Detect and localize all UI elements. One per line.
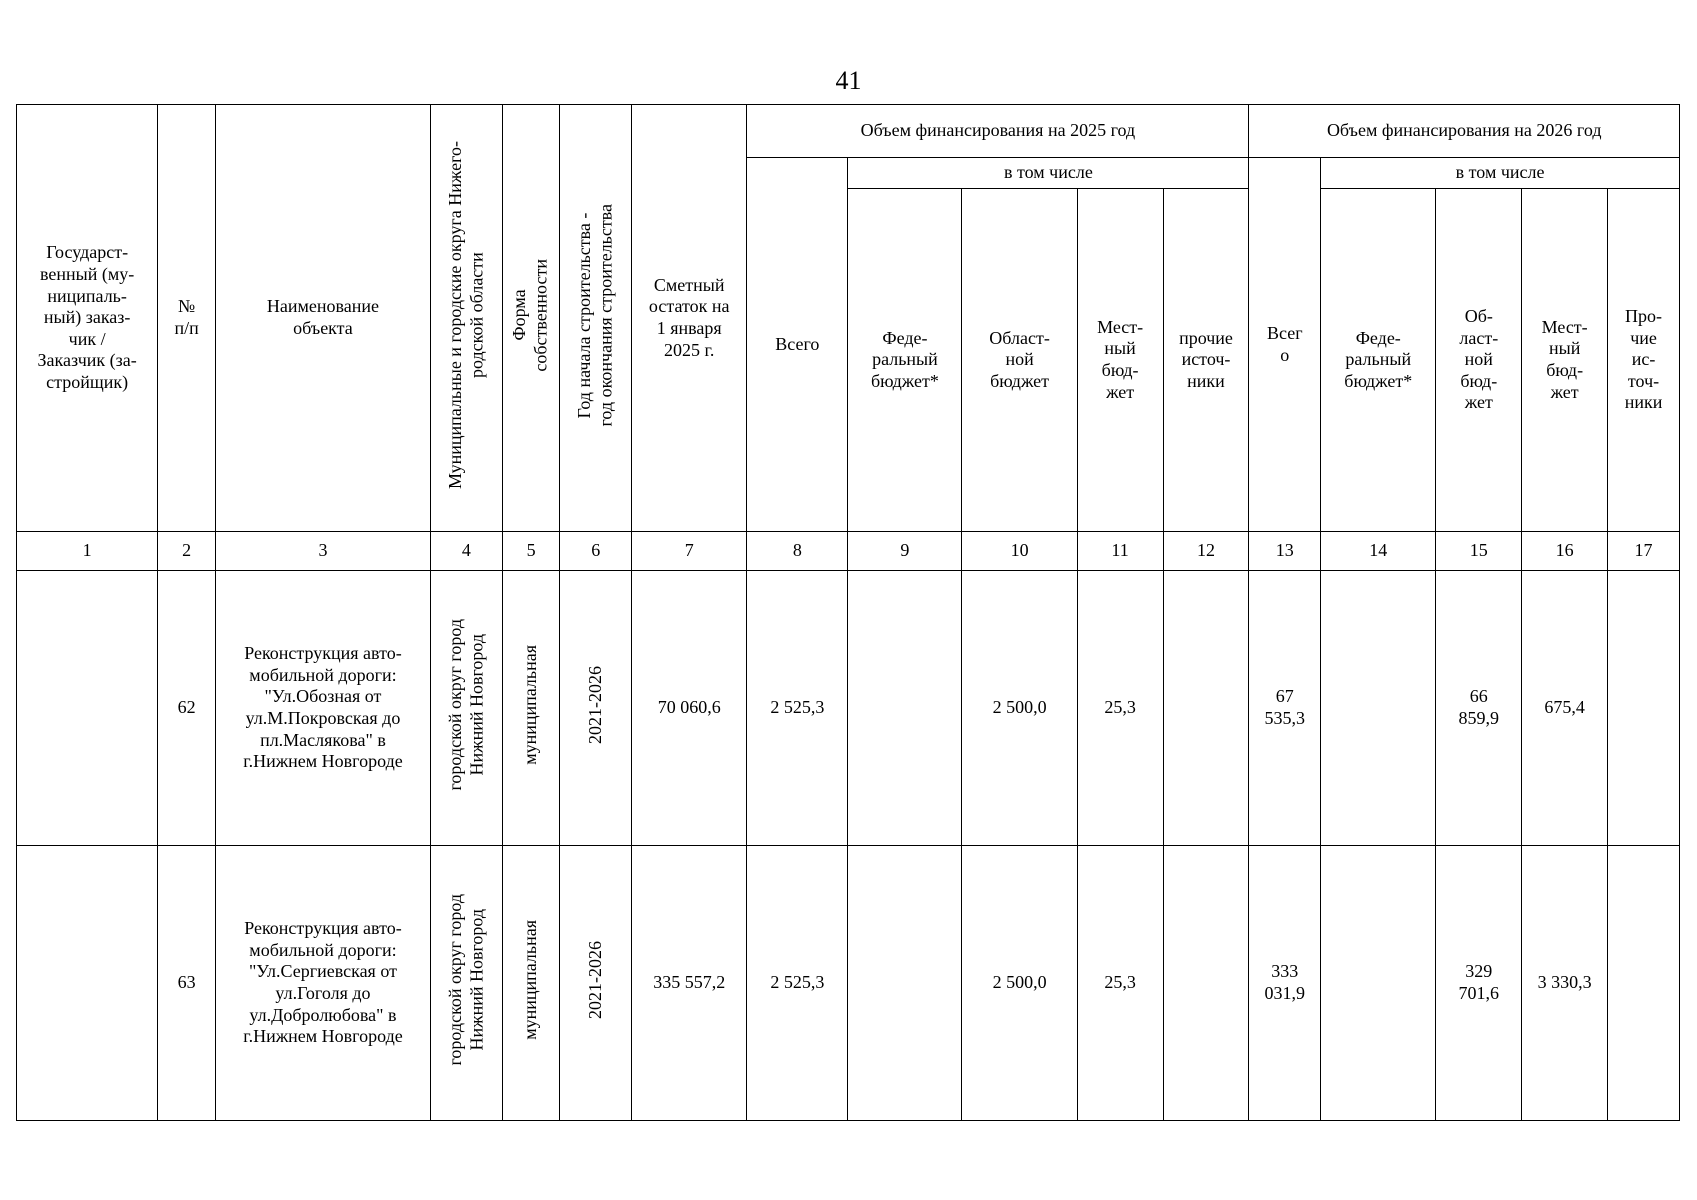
header-federal-2025: Феде- ральный бюджет* — [848, 189, 962, 532]
other-2025-cell — [1163, 571, 1249, 846]
header-other-2025: прочие источ- ники — [1163, 189, 1249, 532]
column-number: 10 — [962, 532, 1077, 571]
federal-2025-cell — [848, 571, 962, 846]
header-regional-2026: Об- ласт- ной бюд- жет — [1436, 189, 1522, 532]
years-cell: 2021-2026 — [560, 571, 632, 846]
column-number: 4 — [431, 532, 503, 571]
column-number: 16 — [1522, 532, 1608, 571]
header-estimate-remainder: Сметный остаток на 1 января 2025 г. — [632, 105, 747, 532]
row-number-cell: 63 — [158, 846, 216, 1121]
column-number: 3 — [215, 532, 430, 571]
header-total-2025: Всего — [747, 158, 848, 532]
header-customer: Государст- венный (му- ниципаль- ный) заказ- чик / Заказчик (за- стройщик) — [17, 105, 158, 532]
header-local-2026: Мест- ный бюд- жет — [1522, 189, 1608, 532]
header-total-2026: Всег о — [1249, 158, 1321, 532]
column-number: 14 — [1321, 532, 1436, 571]
other-2026-cell — [1608, 846, 1680, 1121]
header-local-2025: Мест- ный бюд- жет — [1077, 189, 1163, 532]
total-2026-cell: 67 535,3 — [1249, 571, 1321, 846]
local-2025-cell: 25,3 — [1077, 846, 1163, 1121]
header-object-name: Наименование объекта — [215, 105, 430, 532]
federal-2025-cell — [848, 846, 962, 1121]
column-number: 1 — [17, 532, 158, 571]
financing-table — [16, 104, 1680, 1121]
total-2026-cell: 333 031,9 — [1249, 846, 1321, 1121]
header-financing-2025: Объем финансирования на 2025 год — [747, 105, 1249, 158]
table-row — [17, 846, 1680, 1121]
ownership-cell: муниципальная — [502, 571, 560, 846]
regional-2026-cell: 329 701,6 — [1436, 846, 1522, 1121]
district-cell: городской округ город Нижний Новгород — [431, 846, 503, 1121]
federal-2026-cell — [1321, 571, 1436, 846]
total-2025-cell: 2 525,3 — [747, 571, 848, 846]
district-cell: городской округ город Нижний Новгород — [431, 571, 503, 846]
column-number: 5 — [502, 532, 560, 571]
other-2026-cell — [1608, 571, 1680, 846]
federal-2026-cell — [1321, 846, 1436, 1121]
column-number: 8 — [747, 532, 848, 571]
header-including-2026: в том числе — [1321, 158, 1680, 189]
header-ownership: Форма собственности — [502, 105, 560, 532]
column-number: 11 — [1077, 532, 1163, 571]
customer-cell — [17, 846, 158, 1121]
years-cell: 2021-2026 — [560, 846, 632, 1121]
header-financing-2026: Объем финансирования на 2026 год — [1249, 105, 1680, 158]
header-row-groups — [17, 105, 1680, 158]
regional-2026-cell: 66 859,9 — [1436, 571, 1522, 846]
other-2025-cell — [1163, 846, 1249, 1121]
local-2026-cell: 3 330,3 — [1522, 846, 1608, 1121]
remainder-cell: 70 060,6 — [632, 571, 747, 846]
column-number: 7 — [632, 532, 747, 571]
regional-2025-cell: 2 500,0 — [962, 571, 1077, 846]
column-number: 6 — [560, 532, 632, 571]
local-2026-cell: 675,4 — [1522, 571, 1608, 846]
header-district: Муниципальные и городские округа Нижего- родской области — [431, 105, 503, 532]
column-number: 2 — [158, 532, 216, 571]
header-regional-2025: Област- ной бюджет — [962, 189, 1077, 532]
local-2025-cell: 25,3 — [1077, 571, 1163, 846]
page-number: 41 — [835, 66, 862, 95]
header-years: Год начала строительства - год окончания строительства — [560, 105, 632, 532]
column-number: 9 — [848, 532, 962, 571]
header-federal-2026: Феде- ральный бюджет* — [1321, 189, 1436, 532]
column-number: 17 — [1608, 532, 1680, 571]
object-name-cell: Реконструкция авто- мобильной дороги: "Ул.Сергиевская от ул.Гоголя до ул.Добролюбова" в г.Нижнем Новгороде — [215, 846, 430, 1121]
remainder-cell: 335 557,2 — [632, 846, 747, 1121]
ownership-cell: муниципальная — [502, 846, 560, 1121]
column-number-row — [17, 532, 1680, 571]
total-2025-cell: 2 525,3 — [747, 846, 848, 1121]
header-other-2026: Про- чие ис- точ- ники — [1608, 189, 1680, 532]
column-number: 12 — [1163, 532, 1249, 571]
table-row — [17, 571, 1680, 846]
object-name-cell: Реконструкция авто- мобильной дороги: "Ул.Обозная от ул.М.Покровская до пл.Маслякова" в г.Нижнем Новгороде — [215, 571, 430, 846]
header-number: № п/п — [158, 105, 216, 532]
row-number-cell: 62 — [158, 571, 216, 846]
customer-cell — [17, 571, 158, 846]
column-number: 15 — [1436, 532, 1522, 571]
header-including-2025: в том числе — [848, 158, 1249, 189]
regional-2025-cell: 2 500,0 — [962, 846, 1077, 1121]
column-number: 13 — [1249, 532, 1321, 571]
